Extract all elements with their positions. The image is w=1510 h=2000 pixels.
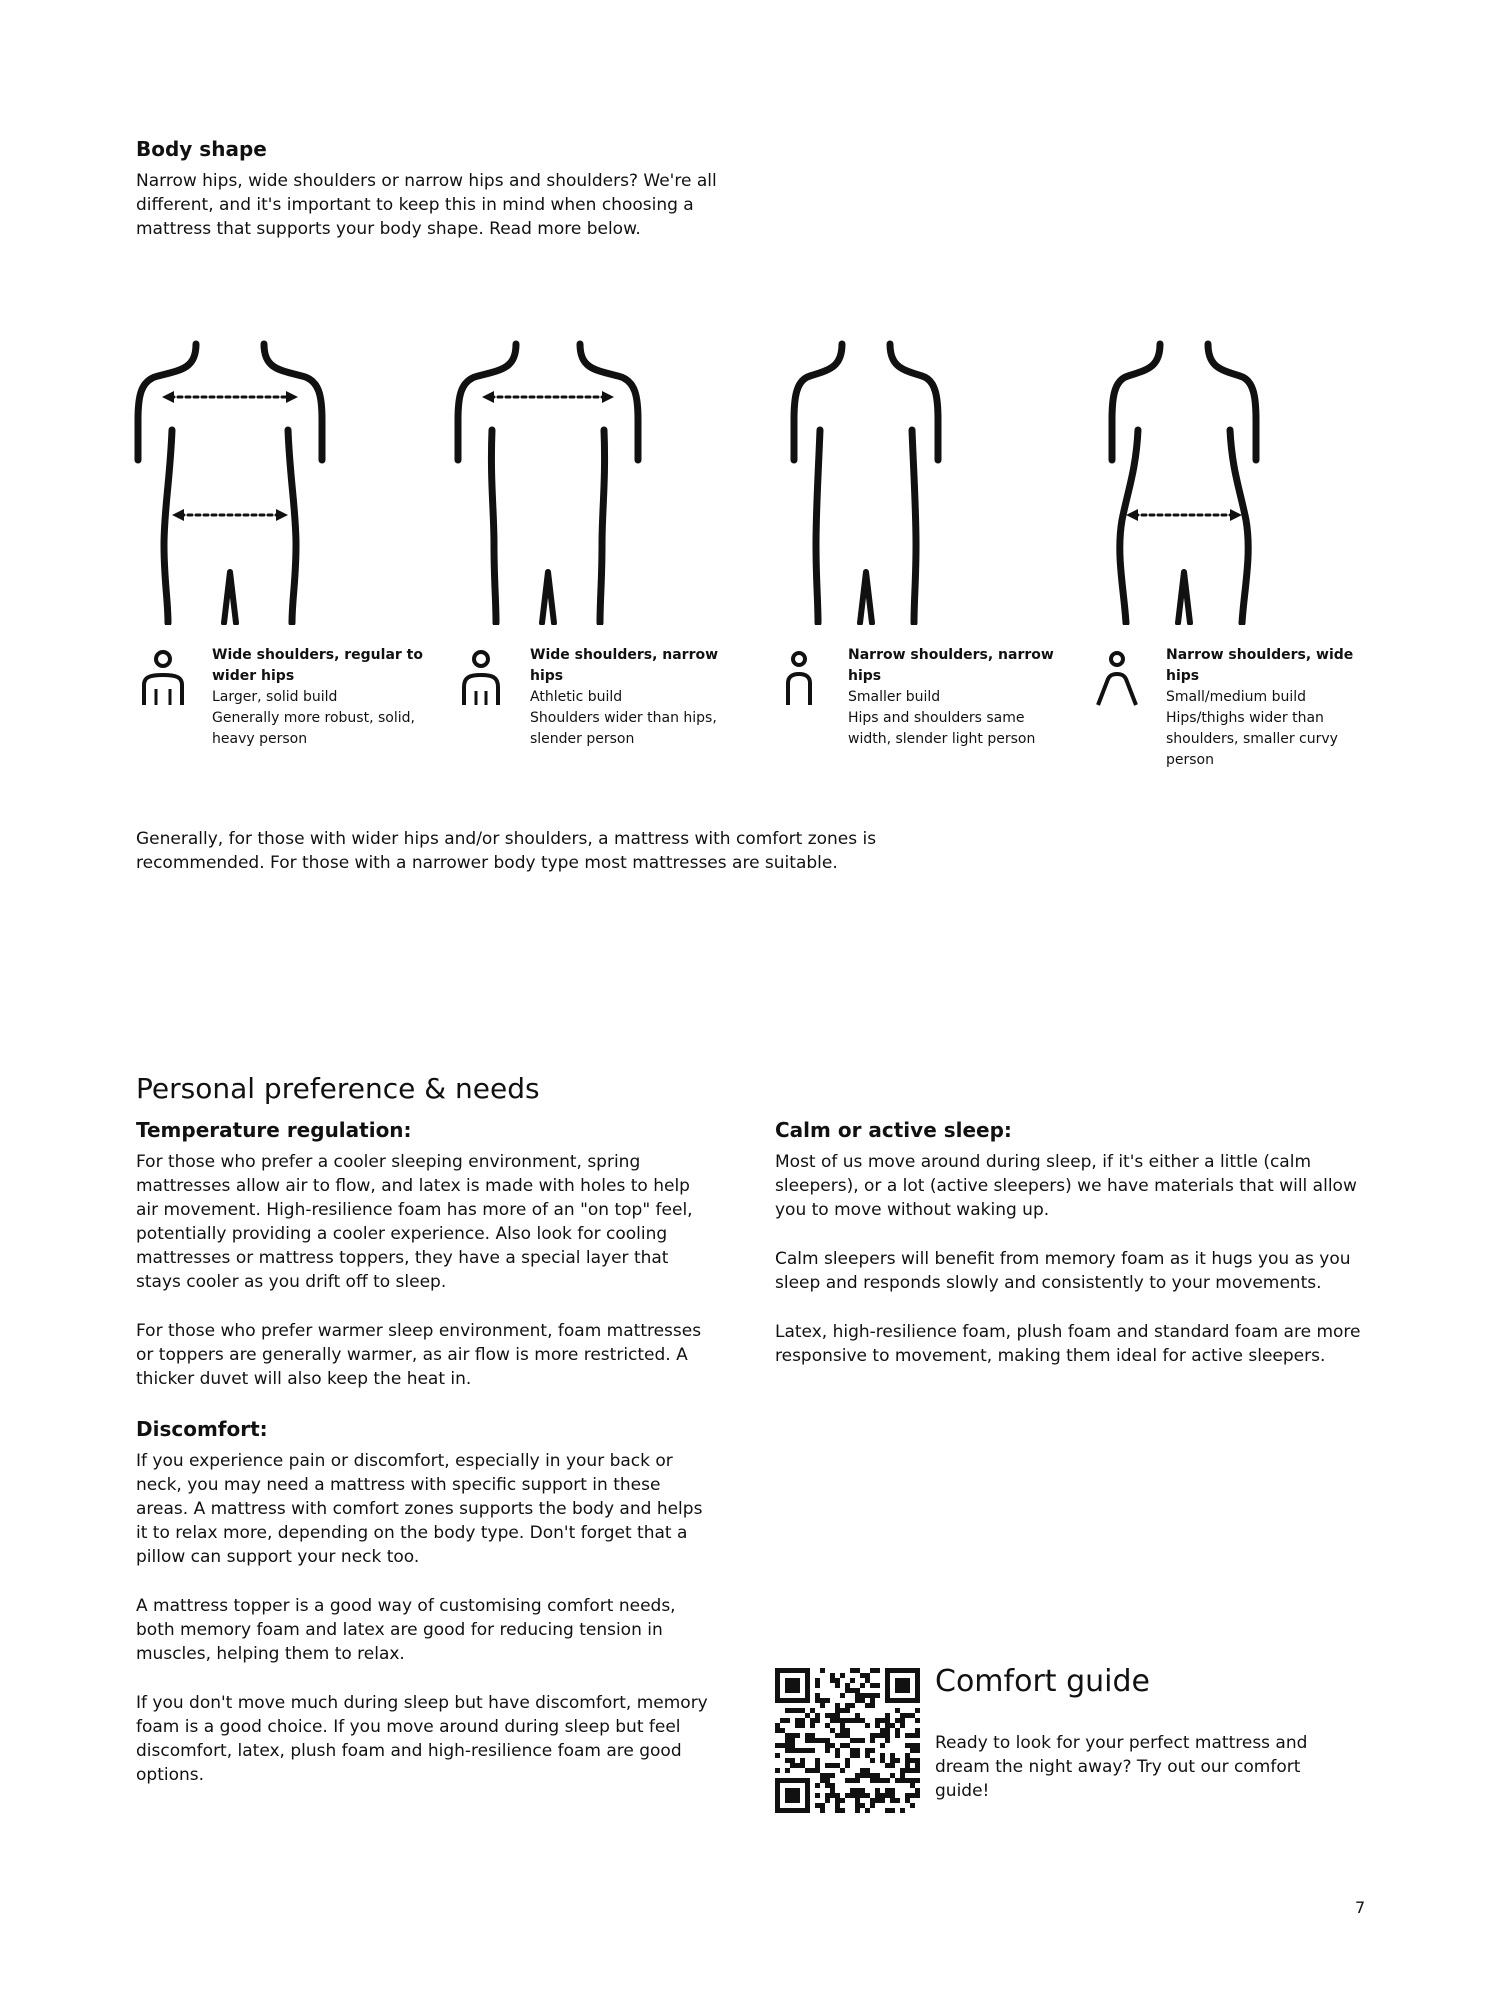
person-icon bbox=[776, 649, 822, 707]
body-shape-title: Body shape bbox=[136, 137, 267, 161]
body-type-build: Smaller build bbox=[848, 689, 941, 705]
page-number: 7 bbox=[1355, 1898, 1366, 1917]
discomfort-title: Discomfort: bbox=[136, 1417, 268, 1441]
sleep-paragraph: Most of us move around during sleep, if it's either a little (calm sleepers), or a lot (active sleepers) we have materials that will allow you to move without waking up. bbox=[775, 1152, 1357, 1220]
person-icon bbox=[1094, 649, 1140, 707]
section-title: Personal preference & needs bbox=[136, 1072, 540, 1105]
right-column bbox=[775, 1118, 1385, 1394]
temperature-paragraph: For those who prefer warmer sleep environment, foam mattresses or toppers are generally warmer, as air flow is more restricted. A thicker duvet will also keep the heat in. bbox=[136, 1321, 702, 1389]
sleep-paragraph: Latex, high-resilience foam, plush foam and standard foam are more responsive to movement, making them ideal for active sleepers. bbox=[775, 1322, 1361, 1366]
body-type-title: Wide shoulders, narrow hips bbox=[530, 647, 719, 684]
body-type-description: Shoulders wider than hips, slender person bbox=[530, 710, 717, 747]
body-type-description: Generally more robust, solid, heavy person bbox=[212, 710, 415, 747]
body-shape-section bbox=[136, 137, 736, 241]
qr-code-icon[interactable] bbox=[775, 1668, 920, 1813]
body-type-title: Wide shoulders, regular to wider hips bbox=[212, 647, 423, 684]
temperature-section bbox=[136, 1118, 716, 1391]
discomfort-paragraph: If you don't move much during sleep but have discomfort, memory foam is a good choice. If you move around during sleep but feel discomfort, latex, plush foam and high-resilience foam are good options. bbox=[136, 1693, 708, 1785]
body-shape-intro: Narrow hips, wide shoulders or narrow hips and shoulders? We're all different, and it's important to keep this in mind when choosing a mattress that supports your body shape. Read more below. bbox=[136, 171, 717, 239]
comfort-guide-text: Ready to look for your perfect mattress and dream the night away? Try out our comfort guide! bbox=[935, 1733, 1308, 1801]
person-icon bbox=[458, 649, 504, 707]
body-type-description: Hips/thighs wider than shoulders, smaller curvy person bbox=[1166, 710, 1338, 768]
sleep-paragraph: Calm sleepers will benefit from memory foam as it hugs you as you sleep and responds slowly and consistently to your movements. bbox=[775, 1249, 1351, 1293]
body-type-build: Larger, solid build bbox=[212, 689, 338, 705]
comfort-guide-title: Comfort guide bbox=[935, 1664, 1150, 1699]
body-type-title: Narrow shoulders, wide hips bbox=[1166, 647, 1354, 684]
person-icon bbox=[140, 649, 186, 707]
body-type-build: Athletic build bbox=[530, 689, 623, 705]
discomfort-paragraph: A mattress topper is a good way of customising comfort needs, both memory foam and latex are good for reducing tension in muscles, helping them to relax. bbox=[136, 1596, 676, 1664]
temperature-paragraph: For those who prefer a cooler sleeping environment, spring mattresses allow air to flow, and latex is made with holes to help air movement. High-resilience foam has more of an "on top" feel, potentially providing a cooler experience. Also look for cooling mattresses or mattress toppers, they have a special layer that stays cooler as you drift off to sleep. bbox=[136, 1152, 693, 1292]
left-column bbox=[136, 1118, 716, 1813]
body-figure-narrow-shoulders-wide-hips bbox=[1084, 340, 1284, 625]
temperature-title: Temperature regulation: bbox=[136, 1118, 412, 1142]
sleep-section bbox=[775, 1118, 1385, 1368]
body-figure-wide-shoulders-narrow-hips bbox=[448, 340, 648, 625]
body-type-description: Hips and shoulders same width, slender light person bbox=[848, 710, 1036, 747]
body-type-title: Narrow shoulders, narrow hips bbox=[848, 647, 1054, 684]
discomfort-paragraph: If you experience pain or discomfort, especially in your back or neck, you may need a mattress with specific support in these areas. A mattress with comfort zones supports the body and helps it to relax more, depending on the body type. Don't forget that a pillow can support your neck too. bbox=[136, 1451, 703, 1567]
discomfort-section bbox=[136, 1417, 716, 1787]
sleep-title: Calm or active sleep: bbox=[775, 1118, 1012, 1142]
general-note: Generally, for those with wider hips and/or shoulders, a mattress with comfort zones is recommended. For those with a narrower body type most mattresses are suitable. bbox=[136, 829, 877, 873]
body-type-build: Small/medium build bbox=[1166, 689, 1307, 705]
body-figure-narrow-shoulders-narrow-hips bbox=[766, 340, 966, 625]
body-figure-wide-shoulders-regular-hips bbox=[130, 340, 330, 625]
